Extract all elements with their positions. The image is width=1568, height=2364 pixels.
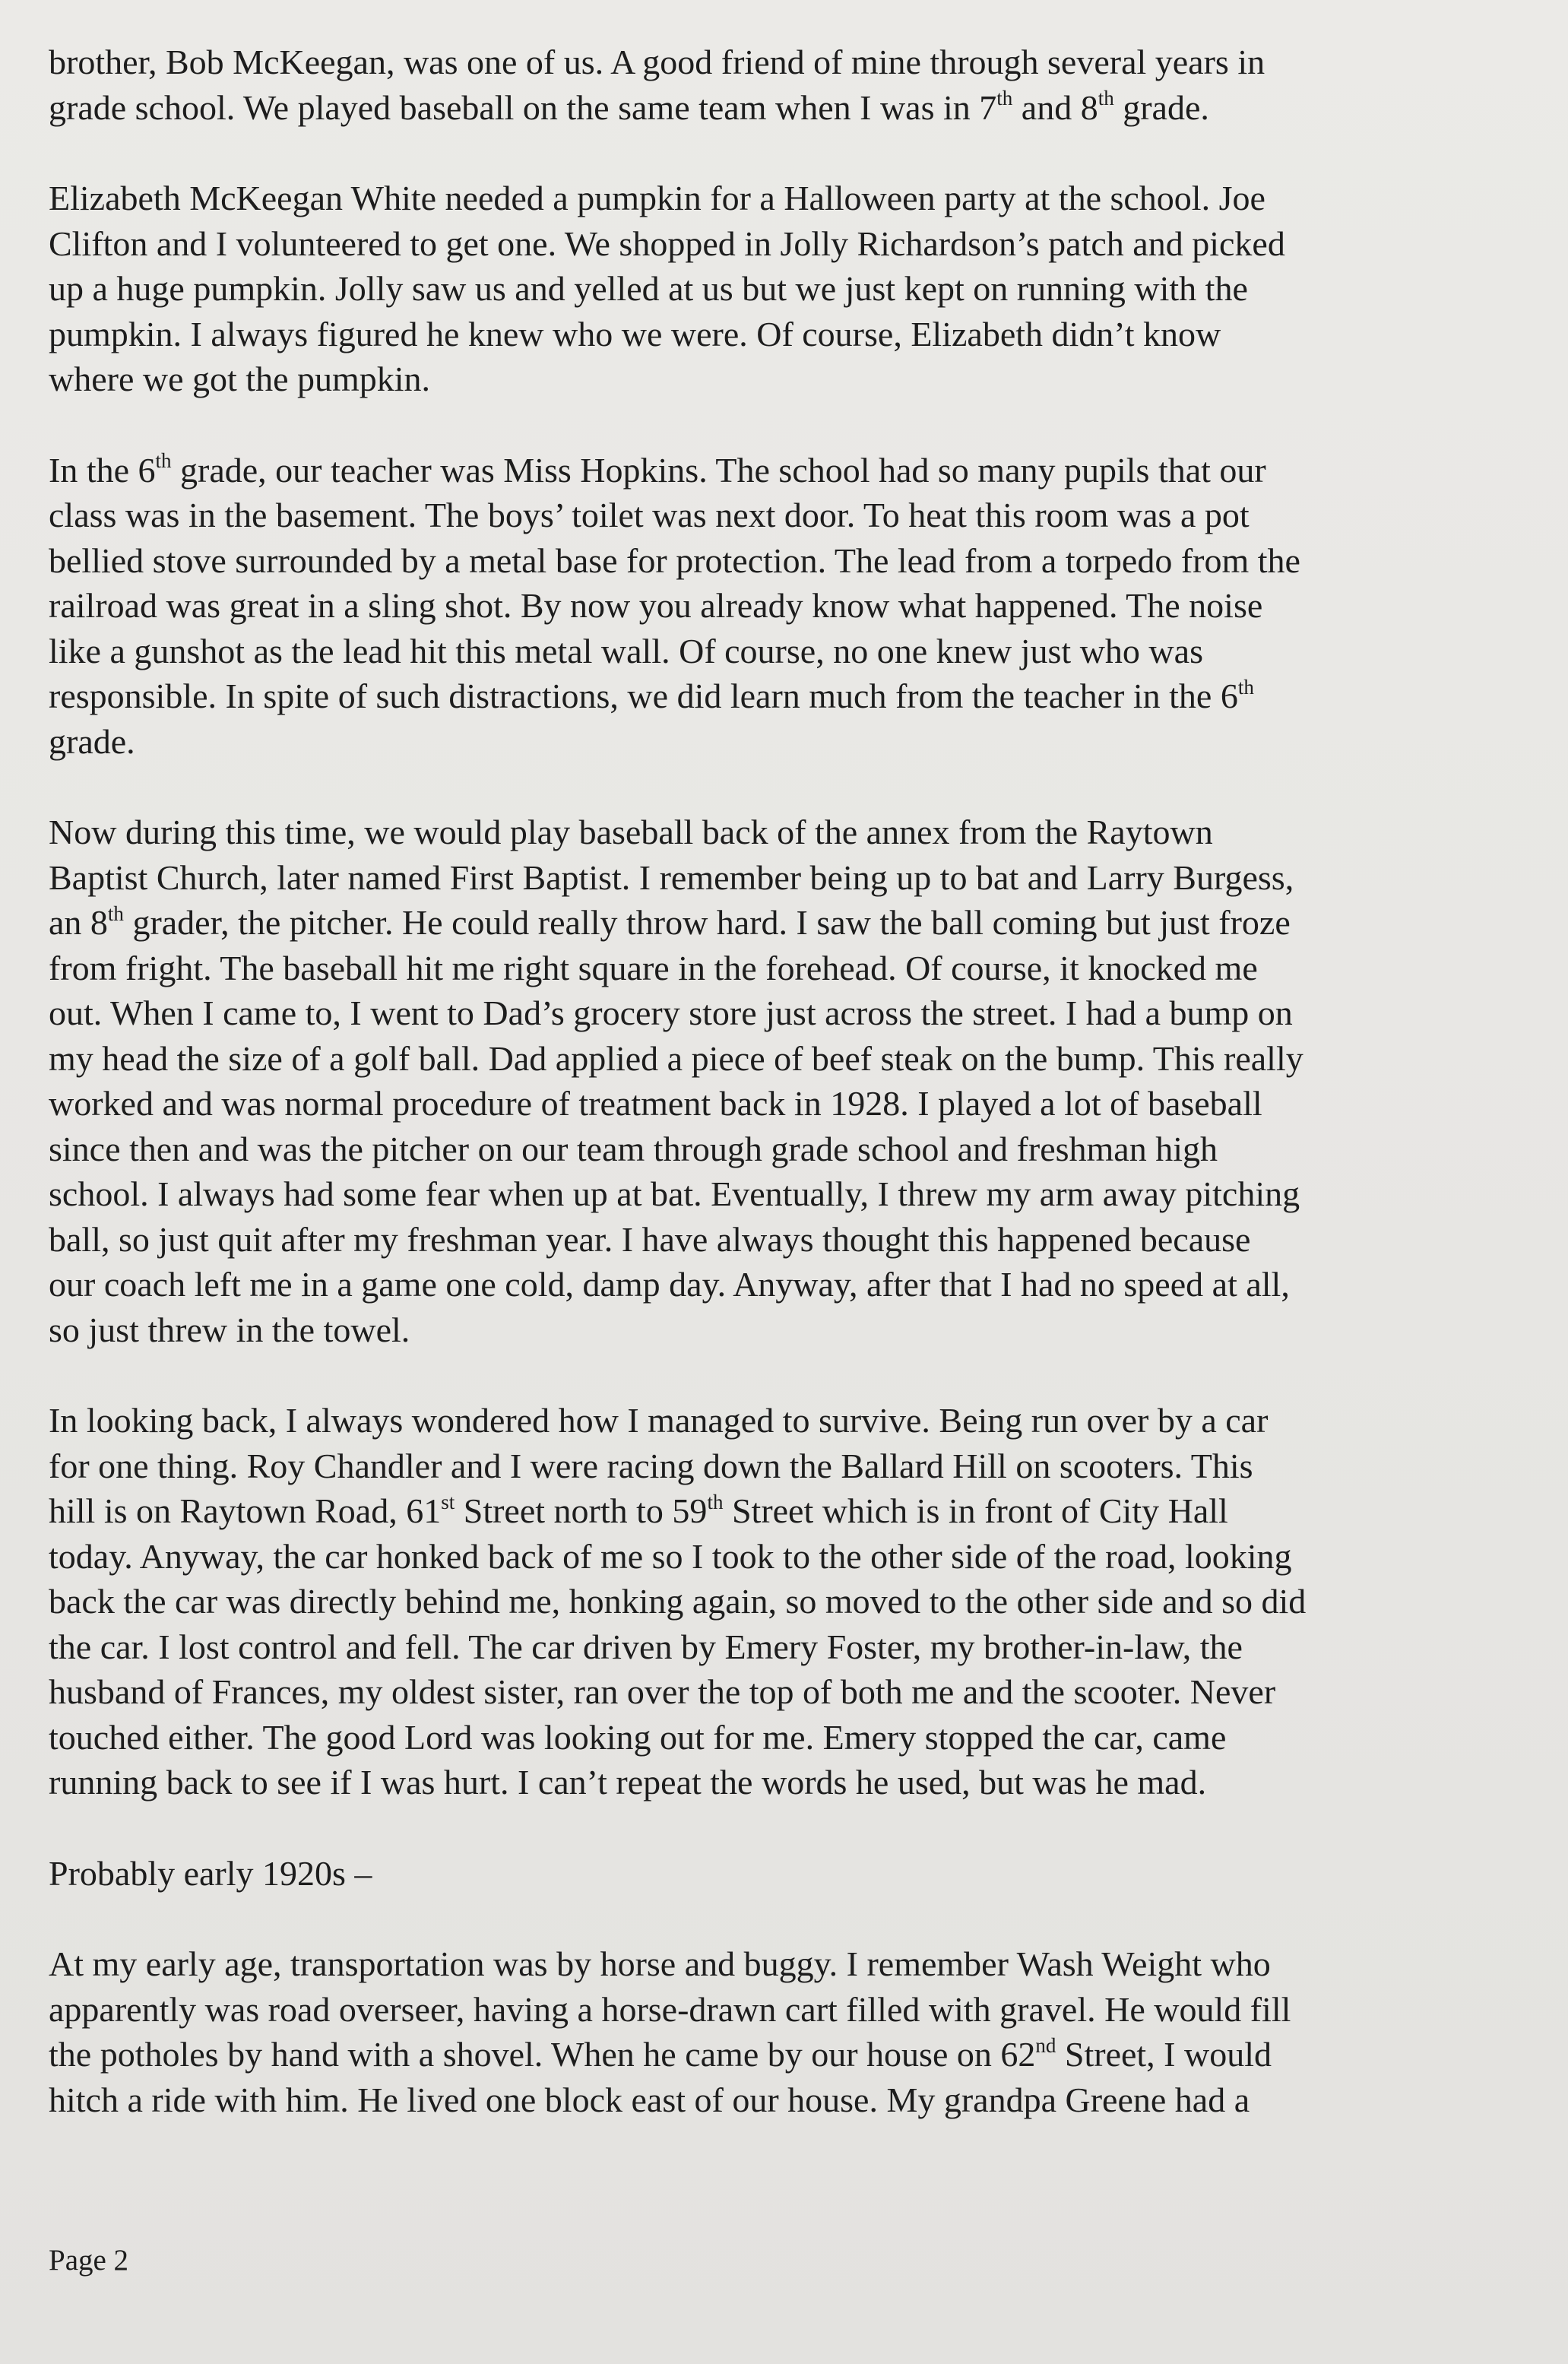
- text-run: out. When I came to, I went to Dad’s grocery store just across the street. I had a bump on: [49, 993, 1293, 1032]
- text-run: grade.: [1113, 87, 1209, 127]
- text-line: [49, 1851, 1507, 1897]
- text-run: touched either. The good Lord was looking out for me. Emery stopped the car, came: [49, 1717, 1227, 1757]
- text-run: hitch a ride with him. He lived one block east of our house. My grandpa Greene had a: [49, 2080, 1250, 2119]
- text-run: so just threw in the towel.: [49, 1310, 410, 1349]
- text-run: and 8: [1012, 87, 1098, 127]
- text-line: [49, 719, 1507, 765]
- text-run: the car. I lost control and fell. The car driven by Emery Foster, my brother-in-law, the: [49, 1627, 1243, 1666]
- text-run: worked and was normal procedure of treatment back in 1928. I played a lot of baseball: [49, 1084, 1262, 1123]
- body-text: [49, 40, 1507, 2122]
- text-run: ball, so just quit after my freshman year. I have always thought this happened because: [49, 1219, 1251, 1259]
- text-line: [49, 629, 1507, 674]
- text-line: [49, 1760, 1507, 1805]
- text-run: grade, our teacher was Miss Hopkins. The school had so many pupils that our: [171, 450, 1266, 490]
- text-line: [49, 40, 1507, 85]
- text-run: At my early age, transportation was by horse and buggy. I remember Wash Weight who: [49, 1944, 1271, 1983]
- text-line: [49, 1036, 1507, 1082]
- text-run: school. I always had some fear when up at bat. Eventually, I threw my arm away pitching: [49, 1174, 1300, 1213]
- text-line: [49, 583, 1507, 629]
- text-line: [49, 1307, 1507, 1353]
- text-run: since then and was the pitcher on our team through grade school and freshman high: [49, 1129, 1218, 1168]
- paragraph: [49, 1398, 1507, 1805]
- text-line: [49, 312, 1507, 357]
- text-run: railroad was great in a sling shot. By now you already know what happened. The noise: [49, 586, 1263, 625]
- text-line: [49, 900, 1507, 946]
- text-line: [49, 1488, 1507, 1534]
- ordinal-suffix: th: [707, 1490, 724, 1513]
- text-line: [49, 176, 1507, 221]
- text-line: [49, 2077, 1507, 2123]
- text-line: [49, 1081, 1507, 1127]
- text-line: [49, 448, 1507, 493]
- text-line: [49, 1398, 1507, 1443]
- paragraph: [49, 40, 1507, 130]
- text-line: [49, 1127, 1507, 1172]
- text-run: Clifton and I volunteered to get one. We shopped in Jolly Richardson’s patch and picked: [49, 223, 1285, 263]
- ordinal-suffix: th: [155, 449, 172, 473]
- text-line: [49, 1171, 1507, 1217]
- text-run: from fright. The baseball hit me right square in the forehead. Of course, it knocked me: [49, 948, 1258, 987]
- text-line: [49, 1579, 1507, 1624]
- text-run: bellied stove surrounded by a metal base for protection. The lead from a torpedo from the: [49, 540, 1300, 580]
- ordinal-suffix: nd: [1035, 2033, 1056, 2057]
- text-line: [49, 1987, 1507, 2033]
- text-run: for one thing. Roy Chandler and I were racing down the Ballard Hill on scooters. This: [49, 1446, 1253, 1485]
- text-line: [49, 221, 1507, 267]
- text-run: Street north to 59: [455, 1491, 708, 1530]
- text-line: [49, 810, 1507, 855]
- text-line: [49, 1941, 1507, 1987]
- text-run: class was in the basement. The boys’ toilet was next door. To heat this room was a pot: [49, 496, 1250, 534]
- ordinal-suffix: th: [107, 902, 124, 925]
- page-number: Page 2: [49, 2244, 129, 2277]
- paragraph: [49, 448, 1507, 765]
- text-run: an 8: [49, 903, 108, 942]
- text-run: Street, I would: [1056, 2035, 1272, 2074]
- text-run: today. Anyway, the car honked back of me so I took to the other side of the road, looking: [49, 1536, 1292, 1576]
- text-run: the potholes by hand with a shovel. When he came by our house on 62: [49, 2035, 1036, 2074]
- text-run: Street which is in front of City Hall: [723, 1491, 1228, 1530]
- text-line: [49, 1715, 1507, 1760]
- text-run: up a huge pumpkin. Jolly saw us and yelled at us but we just kept on running with the: [49, 269, 1248, 308]
- text-run: responsible. In spite of such distractions, we did learn much from the teacher in the 6: [49, 677, 1238, 715]
- ordinal-suffix: th: [996, 87, 1013, 110]
- text-run: our coach left me in a game one cold, damp day. Anyway, after that I had no speed at all,: [49, 1265, 1290, 1304]
- text-run: like a gunshot as the lead hit this metal wall. Of course, no one knew just who was: [49, 631, 1203, 670]
- ordinal-suffix: th: [1237, 675, 1254, 699]
- text-line: [49, 493, 1507, 538]
- text-line: [49, 855, 1507, 901]
- text-run: Probably early 1920s –: [49, 1853, 372, 1893]
- text-line: [49, 1624, 1507, 1670]
- paragraph: [49, 810, 1507, 1352]
- text-line: [49, 673, 1507, 719]
- text-run: grade school. We played baseball on the same team when I was in 7: [49, 87, 997, 127]
- paragraph: [49, 176, 1507, 402]
- text-run: grade.: [49, 721, 135, 761]
- text-run: Baptist Church, later named First Baptist. I remember being up to bat and Larry Burgess,: [49, 857, 1294, 897]
- text-run: In looking back, I always wondered how I managed to survive. Being run over by a car: [49, 1401, 1269, 1440]
- text-run: grader, the pitcher. He could really throw hard. I saw the ball coming but just froze: [123, 903, 1291, 942]
- text-line: [49, 990, 1507, 1036]
- text-run: my head the size of a golf ball. Dad applied a piece of beef steak on the bump. This really: [49, 1038, 1303, 1078]
- text-line: [49, 85, 1507, 131]
- text-run: back the car was directly behind me, honking again, so moved to the other side and so did: [49, 1582, 1307, 1621]
- paragraph: [49, 1851, 1507, 1897]
- text-run: husband of Frances, my oldest sister, ran over the top of both me and the scooter. Never: [49, 1672, 1276, 1711]
- ordinal-suffix: th: [1098, 87, 1114, 110]
- text-line: [49, 1217, 1507, 1263]
- text-run: where we got the pumpkin.: [49, 360, 431, 398]
- text-run: running back to see if I was hurt. I can’t repeat the words he used, but was he mad.: [49, 1763, 1207, 1802]
- text-run: In the 6: [49, 450, 156, 490]
- text-line: [49, 946, 1507, 991]
- text-run: apparently was road overseer, having a horse-drawn cart filled with gravel. He would fill: [49, 1989, 1291, 2029]
- text-line: [49, 1443, 1507, 1489]
- text-run: pumpkin. I always figured he knew who we were. Of course, Elizabeth didn’t know: [49, 314, 1221, 353]
- text-line: [49, 538, 1507, 584]
- text-run: Elizabeth McKeegan White needed a pumpkin for a Halloween party at the school. Joe: [49, 179, 1265, 217]
- text-line: [49, 1262, 1507, 1307]
- text-run: brother, Bob McKeegan, was one of us. A good friend of mine through several years in: [49, 43, 1265, 81]
- text-line: [49, 2032, 1507, 2077]
- text-run: hill is on Raytown Road, 61: [49, 1491, 442, 1530]
- text-line: [49, 357, 1507, 402]
- ordinal-suffix: st: [441, 1490, 455, 1513]
- text-line: [49, 1669, 1507, 1715]
- text-run: Now during this time, we would play baseball back of the annex from the Raytown: [49, 813, 1213, 851]
- paragraph: [49, 1941, 1507, 2122]
- text-line: [49, 266, 1507, 312]
- text-line: [49, 1534, 1507, 1580]
